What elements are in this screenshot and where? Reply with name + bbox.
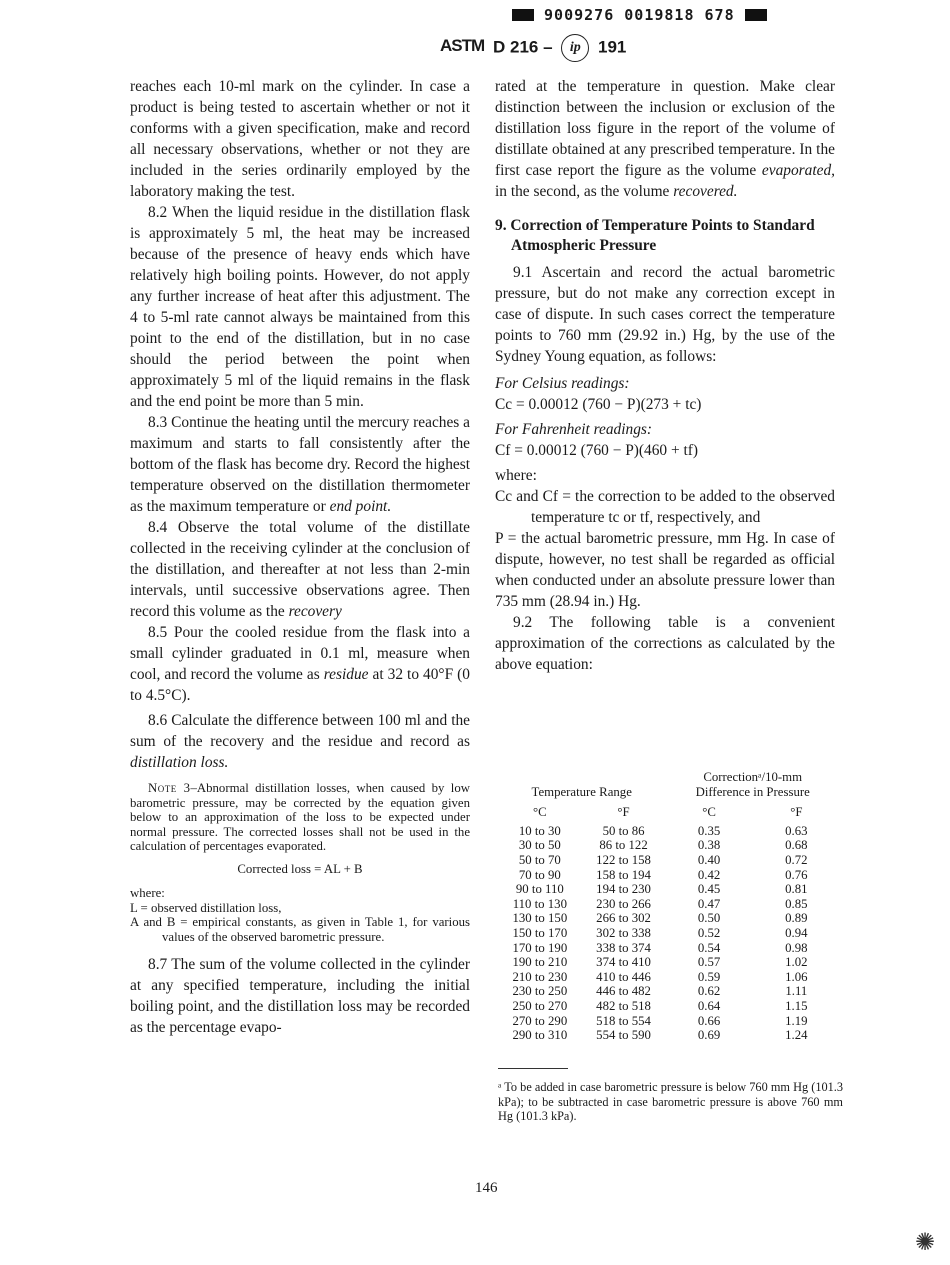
note-def-AB: A and B = empirical constants, as given in Table 1, for various values of the observed barometric pressure.	[130, 915, 470, 944]
unit-fahrenheit-corr: °F	[790, 805, 803, 820]
table-row	[498, 1028, 840, 1043]
section-9-heading: 9. Correction of Temperature Points to Standard Atmospheric Pressure	[495, 217, 815, 254]
table-row	[498, 853, 840, 868]
cell-fahrenheit-range: 518 to 554	[596, 1013, 651, 1028]
note-3: Note 3–Abnormal distillation losses, when caused by low barometric pressure, may be corrected by the equation given below to an approximation of the loss to be expected under normal pressure. The corrected losses shall not be used in the calculation of percentages evaporated.	[130, 781, 470, 853]
table-row	[498, 882, 840, 897]
where-label: where:	[495, 467, 537, 484]
cell-correction-fahrenheit: 0.85	[785, 896, 808, 911]
cell-correction-celsius: 0.54	[697, 940, 721, 955]
paragraph-8-3: 8.3 Continue the heating until the mercury reaches a maximum and starts to fall consistently after the bottom of the flask has become dry. Record the highest temperature observed on the distillation thermometer as the maximum temperature or end point.	[130, 414, 470, 515]
cell-correction-celsius: 0.66	[697, 1013, 721, 1028]
scan-mark-icon: ✺	[915, 1230, 936, 1256]
cell-celsius-range: 190 to 210	[512, 955, 568, 970]
cell-correction-fahrenheit: 0.98	[785, 940, 808, 955]
cell-correction-celsius: 0.62	[697, 984, 721, 999]
cell-celsius-range: 150 to 170	[512, 925, 568, 940]
celsius-label: For Celsius readings:	[495, 375, 630, 392]
paragraph-9-1: 9.1 Ascertain and record the actual barometric pressure, but do not make any correction except in case of dispute. In such cases correct the temperature points to 760 mm (29.92 in.) Hg, by the use of the Sydney Young equation, as follows:	[495, 264, 835, 365]
fahrenheit-label: For Fahrenheit readings:	[495, 421, 653, 438]
cell-correction-celsius: 0.52	[697, 925, 721, 940]
table-row	[498, 926, 840, 941]
term-evaporated: evaporated,	[761, 162, 835, 179]
note-def-L: L = observed distillation loss,	[130, 900, 282, 915]
cell-fahrenheit-range: 86 to 122	[599, 838, 648, 853]
barcode-block-left	[512, 9, 534, 21]
cell-fahrenheit-range: 410 to 446	[596, 969, 651, 984]
paragraph-8-2: 8.2 When the liquid residue in the distillation flask is approximately 5 ml, the heat may be increased because of the presence of heavy ends which have relatively high boiling points. However, do not apply any further increase of heat after this adjustment. The 4 to 5-ml rate cannot always be maintained from this point to the end of the distillation, but in no case should the period between the point when approximately 5 ml of the liquid remains in the flask and the end point be more than 5 min.	[130, 204, 470, 410]
table-footnote: ᵃ To be added in case barometric pressure is below 760 mm Hg (101.3 kPa); to be subtracted in case barometric pressure is above 760 mm Hg (101.3 kPa).	[498, 1080, 843, 1123]
table-row	[498, 970, 840, 985]
designation-suffix: 191	[598, 37, 627, 57]
definition-C: Cc and Cf = the correction to be added to the observed temperature tc or tf, respectively, and	[495, 488, 835, 526]
cell-celsius-range: 30 to 50	[518, 838, 561, 853]
paragraph-continuation-right: rated at the temperature in question. Make clear distinction between the inclusion or exclusion of the distillation loss figure in the report of the volume of distillate obtained at any prescribed temperature. In the first case report the figure as the volume evaporated, in the second, as the volume recovered.	[495, 78, 835, 200]
designation	[493, 34, 626, 62]
table-row	[498, 955, 840, 970]
cell-correction-fahrenheit: 1.15	[785, 998, 808, 1013]
cell-fahrenheit-range: 302 to 338	[596, 925, 651, 940]
cell-celsius-range: 70 to 90	[518, 867, 561, 882]
cell-correction-fahrenheit: 1.02	[785, 955, 808, 970]
cell-celsius-range: 270 to 290	[512, 1013, 568, 1028]
left-column	[130, 76, 470, 1038]
cell-fahrenheit-range: 266 to 302	[596, 911, 651, 926]
cell-fahrenheit-range: 50 to 86	[602, 823, 645, 838]
cell-correction-fahrenheit: 0.63	[785, 823, 808, 838]
table-row	[498, 1014, 840, 1029]
paragraph-continuation: reaches each 10-ml mark on the cylinder. In case a product is being tested to ascertain whether or not it conforms with a given specification, make and record all necessary observations, whether or not they are included in the series ordinarily employed by the laboratory making the test.	[130, 78, 470, 200]
paragraph-8-7: 8.7 The sum of the volume collected in the cylinder at any specified temperature, including the initial boiling point, and the distillation loss may be recorded as the percentage evapo-	[130, 956, 470, 1036]
unit-fahrenheit: °F	[617, 805, 630, 820]
cell-fahrenheit-range: 158 to 194	[596, 867, 651, 882]
unit-celsius-corr: °C	[702, 805, 716, 820]
cell-correction-fahrenheit: 0.72	[785, 852, 808, 867]
table-row	[498, 999, 840, 1014]
paragraph-8-5: 8.5 Pour the cooled residue from the flask into a small cylinder graduated in 0.1 ml, measure when cool, and record the volume as residue at 32 to 40°F (0 to 4.5°C).	[130, 624, 470, 704]
cell-correction-celsius: 0.47	[697, 896, 721, 911]
term-recovered: recovered.	[673, 183, 738, 200]
barcode-text: 9009276 0019818 678	[544, 6, 735, 24]
cell-correction-celsius: 0.40	[697, 852, 721, 867]
term-distillation-loss: distillation loss.	[130, 754, 229, 771]
paragraph-8-4: 8.4 Observe the total volume of the distillate collected in the receiving cylinder at the conclusion of the distillation, and thereafter at not less than 2-min intervals, until successive observations agree. Then record this volume as the recovery	[130, 519, 470, 620]
paragraph-8-6: 8.6 Calculate the difference between 100 ml and the sum of the recovery and the residue and record as distillation loss.	[130, 712, 470, 771]
cell-correction-fahrenheit: 0.76	[785, 867, 808, 882]
cell-fahrenheit-range: 374 to 410	[596, 955, 651, 970]
barcode-strip	[512, 6, 767, 24]
term-recovery: recovery	[288, 603, 342, 620]
fahrenheit-equation: Cf = 0.00012 (760 − P)(460 + tf)	[495, 442, 699, 459]
cell-correction-fahrenheit: 1.24	[785, 1028, 808, 1043]
cell-correction-fahrenheit: 0.89	[785, 911, 808, 926]
note-equation: Corrected loss = AL + B	[237, 861, 363, 876]
unit-celsius: °C	[533, 805, 547, 820]
cell-fahrenheit-range: 446 to 482	[596, 984, 651, 999]
cell-celsius-range: 10 to 30	[518, 823, 561, 838]
header-temperature-range: Temperature Range	[531, 784, 632, 799]
cell-celsius-range: 230 to 250	[512, 984, 568, 999]
cell-celsius-range: 250 to 270	[512, 998, 568, 1013]
table-body	[498, 824, 840, 1043]
cell-fahrenheit-range: 338 to 374	[596, 940, 651, 955]
cell-correction-celsius: 0.35	[697, 823, 721, 838]
cell-correction-celsius: 0.59	[697, 969, 721, 984]
correction-table	[498, 770, 840, 1043]
cell-correction-celsius: 0.69	[697, 1028, 721, 1043]
cell-celsius-range: 90 to 110	[515, 882, 564, 897]
table-row	[498, 824, 840, 839]
cell-celsius-range: 130 to 150	[512, 911, 568, 926]
table-row	[498, 897, 840, 912]
cell-correction-fahrenheit: 0.68	[785, 838, 808, 853]
header-correction	[665, 770, 840, 799]
cell-celsius-range: 210 to 230	[512, 969, 568, 984]
cell-celsius-range: 290 to 310	[512, 1028, 568, 1043]
header-correction-line1: Correctionᵃ/10-mm	[703, 770, 803, 784]
cell-correction-celsius: 0.42	[697, 867, 721, 882]
term-residue: residue	[323, 666, 369, 683]
cell-celsius-range: 50 to 70	[518, 852, 561, 867]
table-row	[498, 911, 840, 926]
cell-fahrenheit-range: 554 to 590	[596, 1028, 651, 1043]
table-row	[498, 984, 840, 999]
cell-fahrenheit-range: 230 to 266	[596, 896, 651, 911]
cell-fahrenheit-range: 194 to 230	[596, 882, 651, 897]
table-row	[498, 868, 840, 883]
header-correction-line2: Difference in Pressure	[695, 784, 810, 799]
ip-logo-icon: ip	[561, 34, 589, 62]
cell-correction-fahrenheit: 1.11	[785, 984, 808, 999]
term-end-point: end point.	[329, 498, 392, 515]
cell-correction-fahrenheit: 1.19	[785, 1013, 808, 1028]
right-column	[495, 76, 835, 675]
footnote-rule	[498, 1068, 568, 1069]
cell-fahrenheit-range: 482 to 518	[596, 998, 651, 1013]
cell-celsius-range: 110 to 130	[512, 896, 567, 911]
cell-correction-celsius: 0.57	[697, 955, 721, 970]
designation-prefix: D 216 –	[493, 37, 553, 57]
cell-correction-fahrenheit: 0.94	[785, 925, 808, 940]
page-number: 146	[475, 1180, 498, 1196]
note-where: where:	[130, 886, 165, 900]
paragraph-9-2: 9.2 The following table is a convenient approximation of the corrections as calculated by the above equation:	[495, 614, 835, 673]
cell-correction-celsius: 0.45	[697, 882, 721, 897]
astm-logo: ASTM	[440, 36, 485, 55]
definition-P: P = the actual barometric pressure, mm Hg. In case of dispute, however, no test shall be regarded as official when conducted under an absolute pressure lower than 735 mm (28.94 in.) Hg.	[495, 530, 835, 610]
cell-correction-celsius: 0.50	[697, 911, 721, 926]
cell-correction-fahrenheit: 1.06	[785, 969, 808, 984]
cell-correction-celsius: 0.38	[697, 838, 721, 853]
cell-correction-celsius: 0.64	[697, 998, 721, 1013]
cell-fahrenheit-range: 122 to 158	[596, 852, 651, 867]
celsius-equation: Cc = 0.00012 (760 − P)(273 + tc)	[495, 396, 702, 413]
table-row	[498, 838, 840, 853]
table-row	[498, 941, 840, 956]
cell-celsius-range: 170 to 190	[512, 940, 568, 955]
barcode-block-right	[745, 9, 767, 21]
cell-correction-fahrenheit: 0.81	[785, 882, 808, 897]
